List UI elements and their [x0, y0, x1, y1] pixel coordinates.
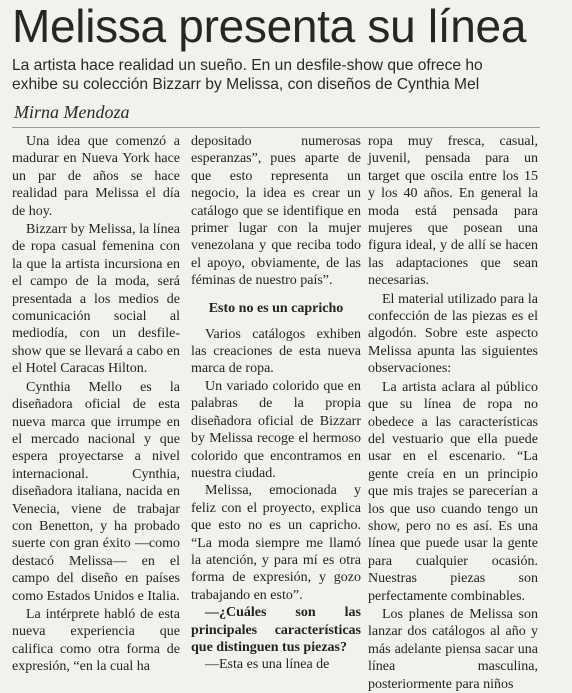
section-subhead: Esto no es un capricho [208, 300, 344, 316]
article-deck [12, 56, 572, 94]
article-byline: Mirna Mendoza [14, 102, 130, 122]
paragraph: Los planes de Melissa son lanzar dos catálogos al año y más adelante piensa sacar una línea masculina, posteriormente para niños [368, 606, 538, 692]
paragraph: El material utilizado para la confección de las piezas es el algodón. Sobre este aspecto Melissa apunta las siguientes observaciones: [368, 291, 538, 377]
article-headline: Melissa presenta su línea [12, 0, 527, 52]
paragraph-continued: depositado numerosas esperanzas”, pues aparte de que esto representa un negocio, la idea es crear un catálogo que se identifique en primer lugar con la mujer venezolana y que reciba todo el apoyo, obviamente, de las féminas de nuestro país”. [191, 134, 361, 289]
byline-divider [12, 127, 540, 128]
paragraph-continued: ropa muy fresca, casual, juvenil, pensada para un target que oscila entre los 15 y los 40 años. En general la moda está pensada para mujeres que posean una figura ideal, y de allí se hacen las adaptaciones que sean necesarias. [368, 134, 538, 289]
article-column-1 [12, 133, 180, 676]
deck-line-2: exhibe su colección Bizzarr by Melissa, con diseños de Cynthia Mel [12, 76, 480, 93]
deck-line-1: La artista hace realidad un sueño. En un desfile-show que ofrece ho [12, 57, 483, 74]
paragraph: La intérprete habló de esta nueva experiencia que califica como otra forma de expresión, “en la cual ha [12, 606, 180, 675]
paragraph: La artista aclara al público que su línea de ropa no obedece a las características del vestuario que ella puede usar en el escenario. “La gente creía en un principio que mis trajes se parecerían a los que uso cuando tengo un show, pero no es así. Es una línea que puede usar la gente para cualquier ocasión. Nuestras piezas son perfectamente combinables. [368, 379, 538, 604]
paragraph: Un variado colorido que en palabras de la propia diseñadora oficial de Bizzarr by Melissa recoge el hermoso colorido que encontramos en nuestra ciudad. [191, 378, 361, 481]
paragraph: Melissa, emocionada y feliz con el proyecto, explica que esto no es un capricho. “La moda siempre me llamó la atención, y para mí es otra forma de expresión, y gozo trabajando en esto”. [191, 483, 361, 603]
paragraph: Cynthia Mello es la diseñadora oficial de esta nueva marca que irrumpe en el mercado nacional y que espera proyectarse a nivel internacional. Cynthia, diseñadora italiana, nacida en Venecia, viene de trabajar con Benetton, y ha probado suerte con gran éxito —como destacó Melissa— en el campo del diseño en países como Estados Unidos e Italia. [12, 379, 180, 604]
interview-question: —¿Cuáles son las principales características que distinguen tus piezas? [191, 605, 361, 655]
paragraph: —Esta es una línea de [205, 657, 330, 673]
paragraph: Una idea que comenzó a madurar en Nueva York hace un par de años se hace realidad para Melissa el día de hoy. [12, 134, 180, 219]
paragraph: Bizzarr by Melissa, la línea de ropa casual femenina con la que la artista incursiona en el campo de la moda, será presentada a los medios de comunicación social al mediodía, con un desfile-show que se llevará a cabo en el Hotel Caracas Hilton. [12, 222, 180, 377]
article-column-2 [191, 133, 361, 674]
article-column-3 [368, 133, 538, 693]
paragraph: Varios catálogos exhiben las creaciones de esta nueva marca de ropa. [191, 326, 361, 377]
